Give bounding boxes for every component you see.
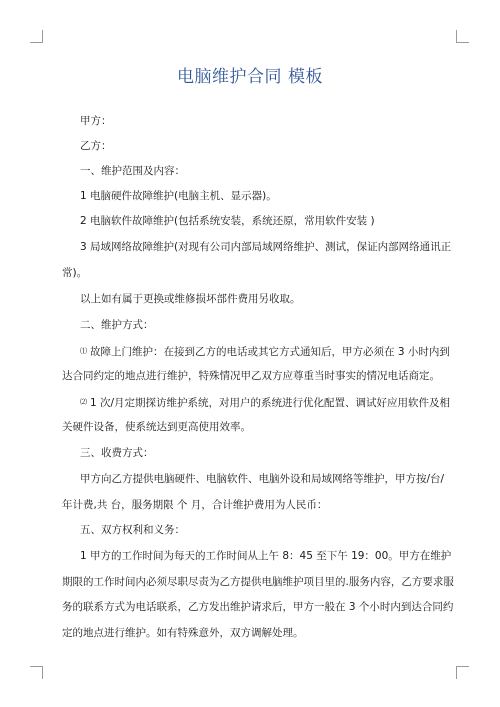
- section-1-heading: 一、维护范围及内容：: [80, 165, 185, 177]
- duty-line-3: 务的联系方式为电话联系，乙方发出维护请求后，甲方一般在 3 个小时内到达合同约: [62, 601, 454, 613]
- mode-2-line-2: 关硬件设备，使系统达到更高使用效率。: [62, 421, 251, 433]
- fee-line-1: 甲方向乙方提供电脑硬件、电脑软件、电脑外设和局域网络等维护，甲方按/台/: [80, 473, 445, 485]
- scope-item-1: 1 电脑硬件故障维护(电脑主机、显示器)。: [80, 190, 277, 202]
- duty-line-1: 1 甲方的工作时间为每天的工作时间从上午 8：45 至下午 19：00。甲方在维护: [80, 550, 452, 562]
- extra-fee-note: 以上如有属于更换或维修损坏部件费用另收取。: [80, 293, 301, 305]
- section-5-heading: 五、双方权利和义务：: [80, 524, 185, 536]
- party-b-line: 乙方：: [80, 140, 112, 152]
- scope-item-3-line-1: 3 局域网络故障维护(对现有公司内部局域网络维护、测试，保证内部网络通讯正: [80, 241, 452, 253]
- mode-1-line-2: 达合同约定的地点进行维护，特殊情况甲乙双方应尊重当时事实的情况电话商定。: [62, 370, 440, 382]
- crop-mark-bottom-right: [456, 666, 469, 679]
- party-a-line: 甲方：: [80, 115, 112, 127]
- section-2-heading: 二、维护方式：: [80, 319, 154, 331]
- mode-2-line-1: [80, 395, 454, 410]
- fee-line-2: 年计费,共 台，服务期限 个 月，合计维护费用为人民币：: [62, 499, 328, 511]
- document-title: 电脑维护合同 模板: [177, 67, 323, 87]
- scope-item-2: 2 电脑软件故障维护(包括系统安装，系统还原，常用软件安装 ): [80, 215, 375, 227]
- section-3-heading: 三、收费方式：: [80, 447, 154, 459]
- mode-1-text: 故障上门维护：在接到乙方的电话或其它方式通知后，甲方必须在 3 小时内到: [90, 346, 450, 358]
- mode-2-text: 1 次/月定期探访维护系统，对用户的系统进行优化配置、调试好应用软件及相: [90, 397, 451, 409]
- scope-item-3-line-2: 常)。: [62, 267, 88, 279]
- mode-1-marker: ⑴: [80, 347, 87, 355]
- mode-1-line-1: [80, 344, 454, 359]
- duty-line-4: 定的地点进行维护。如有特殊意外，双方调解处理。: [62, 627, 304, 639]
- crop-mark-top-left: [30, 30, 43, 43]
- duty-line-2: 期限的工作时间内必须尽职尽责为乙方提供电脑维护项目里的.服务内容，乙方要求服: [62, 576, 454, 588]
- crop-mark-bottom-left: [30, 666, 43, 679]
- mode-2-marker: ⑵: [80, 398, 87, 406]
- crop-mark-top-right: [456, 30, 469, 43]
